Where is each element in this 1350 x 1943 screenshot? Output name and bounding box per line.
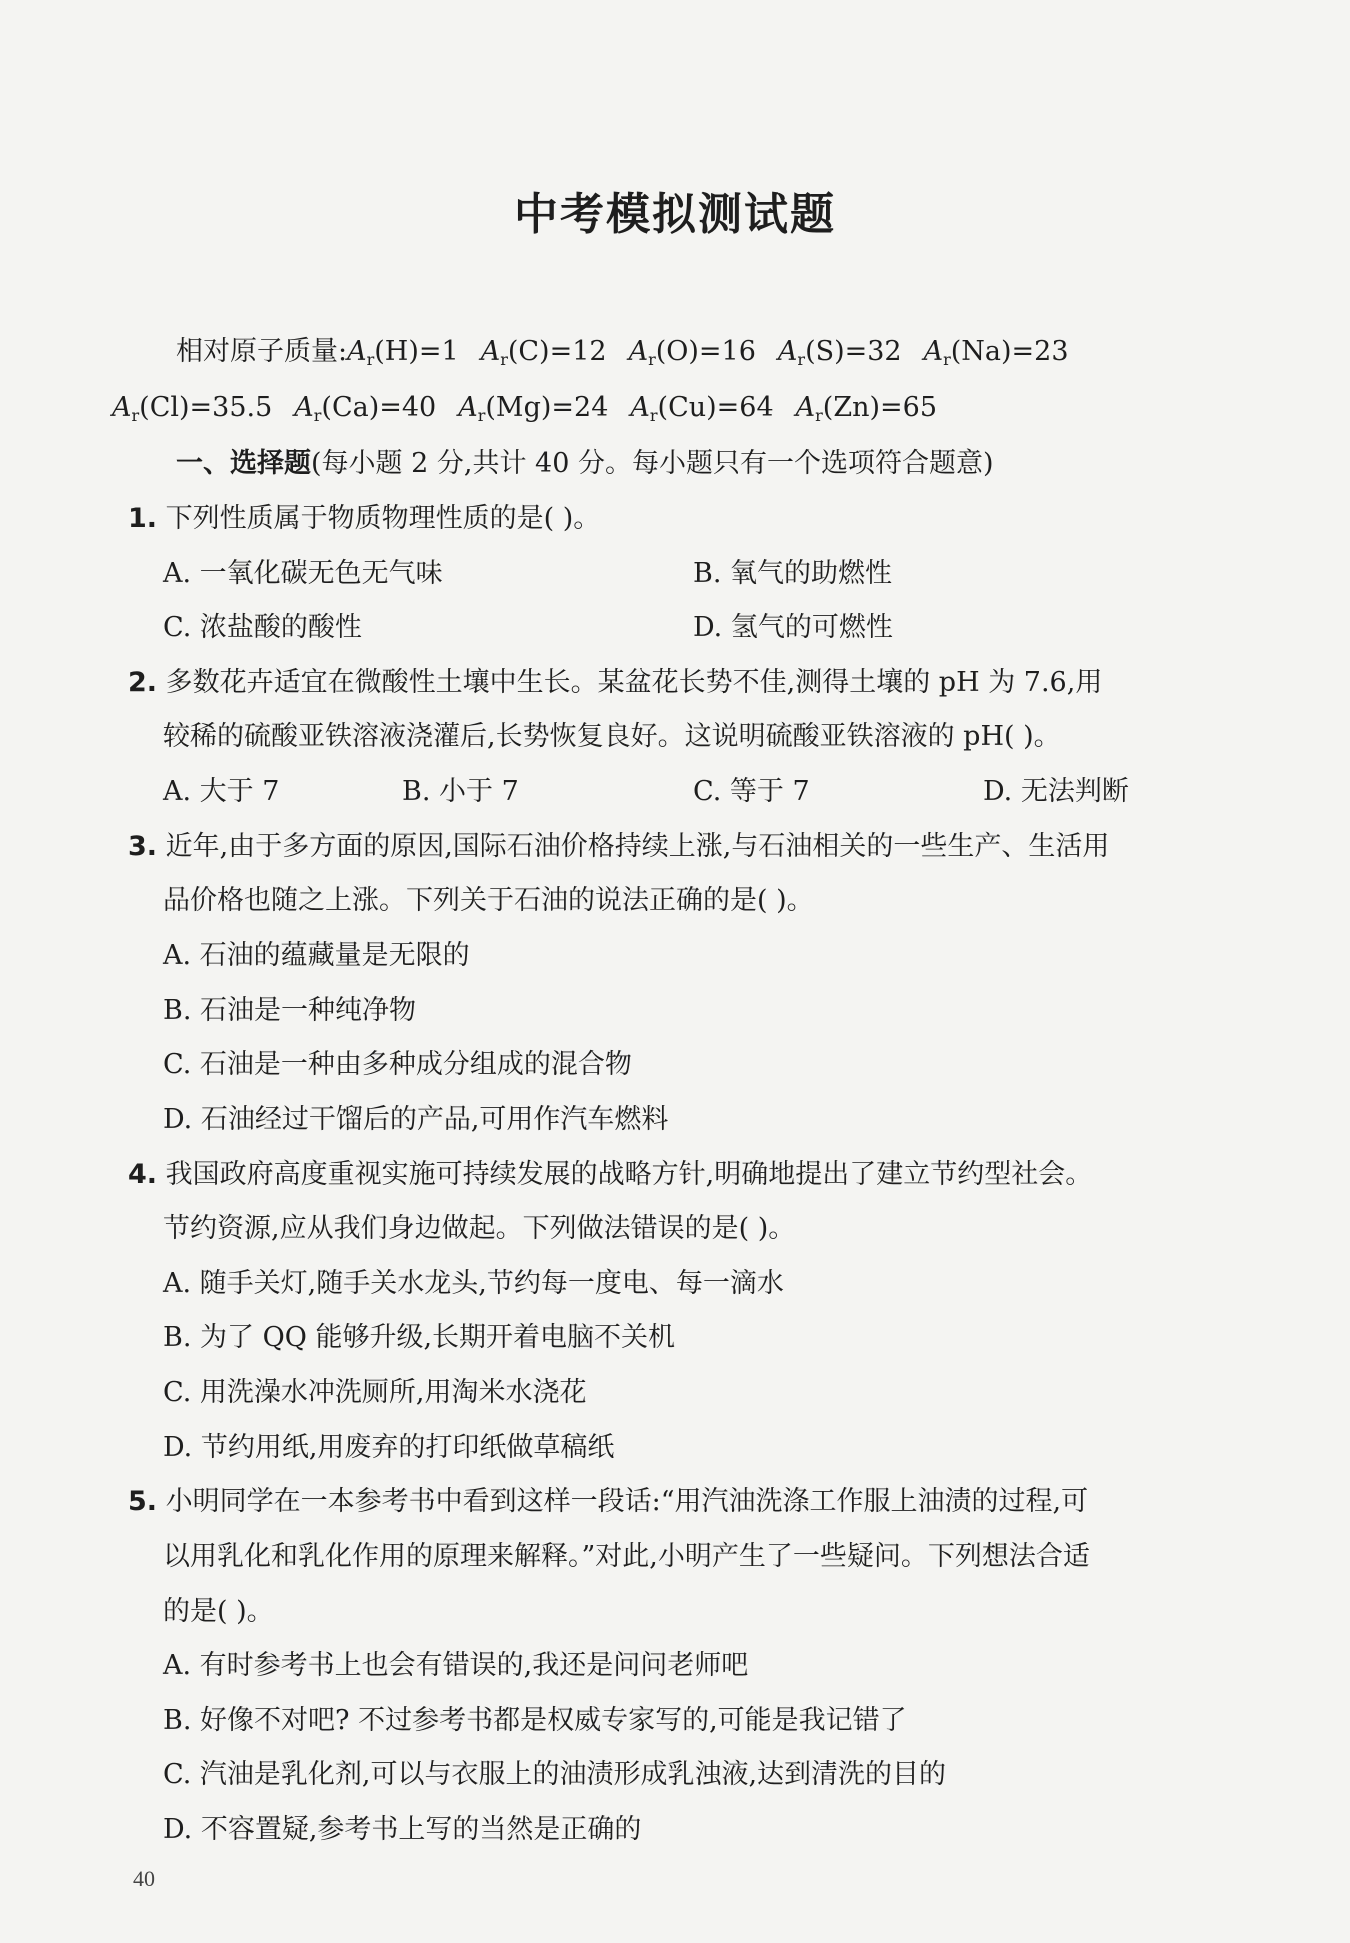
question-4-stem-2: 节约资源,应从我们身边做起。下列做法错误的是( )。 [163,1213,796,1244]
mass-item: $A_r(Cl)=35.5$ [112,392,273,425]
question-2-option-c: C. 等于 7 [693,776,810,807]
mass-item: $A_r(H)=1$ [347,336,459,369]
question-3-option-a: A. 石油的蕴藏量是无限的 [163,940,470,971]
question-5-stem-3: 的是( )。 [163,1596,274,1627]
question-1-option-c: C. 浓盐酸的酸性 [163,612,362,643]
mass-item: $A_r(Zn)=65$ [795,392,937,425]
question-2-option-b: B. 小于 7 [402,776,519,807]
question-number: 3. [128,831,158,862]
question-4-option-b: B. 为了 QQ 能够升级,长期开着电脑不关机 [163,1322,676,1353]
question-1-option-b: B. 氧气的助燃性 [693,558,893,589]
question-5-option-d: D. 不容置疑,参考书上写的当然是正确的 [163,1814,642,1845]
question-2-stem-2: 较稀的硫酸亚铁溶液浇灌后,长势恢复良好。这说明硫酸亚铁溶液的 pH( )。 [163,721,1061,752]
section-title: 一、选择题 [176,448,311,479]
question-4-stem-1: 4. 我国政府高度重视实施可持续发展的战略方针,明确地提出了建立节约型社会。 [128,1159,1093,1190]
relative-mass-line-1 [176,334,1069,378]
question-2-option-a: A. 大于 7 [163,776,280,807]
question-number: 2. [128,667,158,698]
question-number: 1. [128,503,158,534]
question-5-stem-2: 以用乳化和乳化作用的原理来解释。”对此,小明产生了一些疑问。下列想法合适 [163,1541,1090,1572]
question-5-option-a: A. 有时参考书上也会有错误的,我还是问问老师吧 [163,1650,749,1681]
question-5-stem-1: 5. 小明同学在一本参考书中看到这样一段话:“用汽油洗涤工作服上油渍的过程,可 [128,1486,1089,1517]
question-3-stem-1: 3. 近年,由于多方面的原因,国际石油价格持续上涨,与石油相关的一些生产、生活用 [128,831,1110,862]
section-note: (每小题 2 分,共计 40 分。每小题只有一个选项符合题意) [311,448,994,479]
question-4-option-d: D. 节约用纸,用废弃的打印纸做草稿纸 [163,1432,615,1463]
page-title: 中考模拟测试题 [514,189,836,240]
question-4-option-a: A. 随手关灯,随手关水龙头,节约每一度电、每一滴水 [163,1268,784,1299]
question-2-option-d: D. 无法判断 [983,776,1129,807]
question-number: 5. [128,1486,158,1517]
mass-item: $A_r(Cu)=64$ [630,392,774,425]
question-3-option-c: C. 石油是一种由多种成分组成的混合物 [163,1049,632,1080]
mass-item: $A_r(Mg)=24$ [458,392,609,425]
question-3-option-b: B. 石油是一种纯净物 [163,995,417,1026]
mass-item: $A_r(C)=12$ [480,336,607,369]
question-number: 4. [128,1159,158,1190]
relative-mass-line-2 [112,390,937,434]
question-5-option-c: C. 汽油是乳化剂,可以与衣服上的油渍形成乳浊液,达到清洗的目的 [163,1759,947,1790]
mass-item: $A_r(O)=16$ [628,336,756,369]
question-1-option-a: A. 一氧化碳无色无气味 [163,558,443,589]
question-3-option-d: D. 石油经过干馏后的产品,可用作汽车燃料 [163,1104,669,1135]
question-2-stem-1: 2. 多数花卉适宜在微酸性土壤中生长。某盆花长势不佳,测得土壤的 pH 为 7.6,用 [128,667,1103,698]
question-1-option-d: D. 氢气的可燃性 [693,612,893,643]
question-3-stem-2: 品价格也随之上涨。下列关于石油的说法正确的是( )。 [163,885,814,916]
question-4-option-c: C. 用洗澡水冲洗厕所,用淘米水浇花 [163,1377,587,1408]
page-number: 40 [133,1866,155,1891]
relative-mass-label: 相对原子质量: [176,336,348,367]
question-1-stem: 1. 下列性质属于物质物理性质的是( )。 [128,503,601,534]
mass-item: $A_r(S)=32$ [777,336,902,369]
mass-item: $A_r(Ca)=40$ [294,392,437,425]
question-5-option-b: B. 好像不对吧? 不过参考书都是权威专家写的,可能是我记错了 [163,1705,907,1736]
section-heading [176,446,994,482]
mass-item: $A_r(Na)=23$ [923,336,1069,369]
